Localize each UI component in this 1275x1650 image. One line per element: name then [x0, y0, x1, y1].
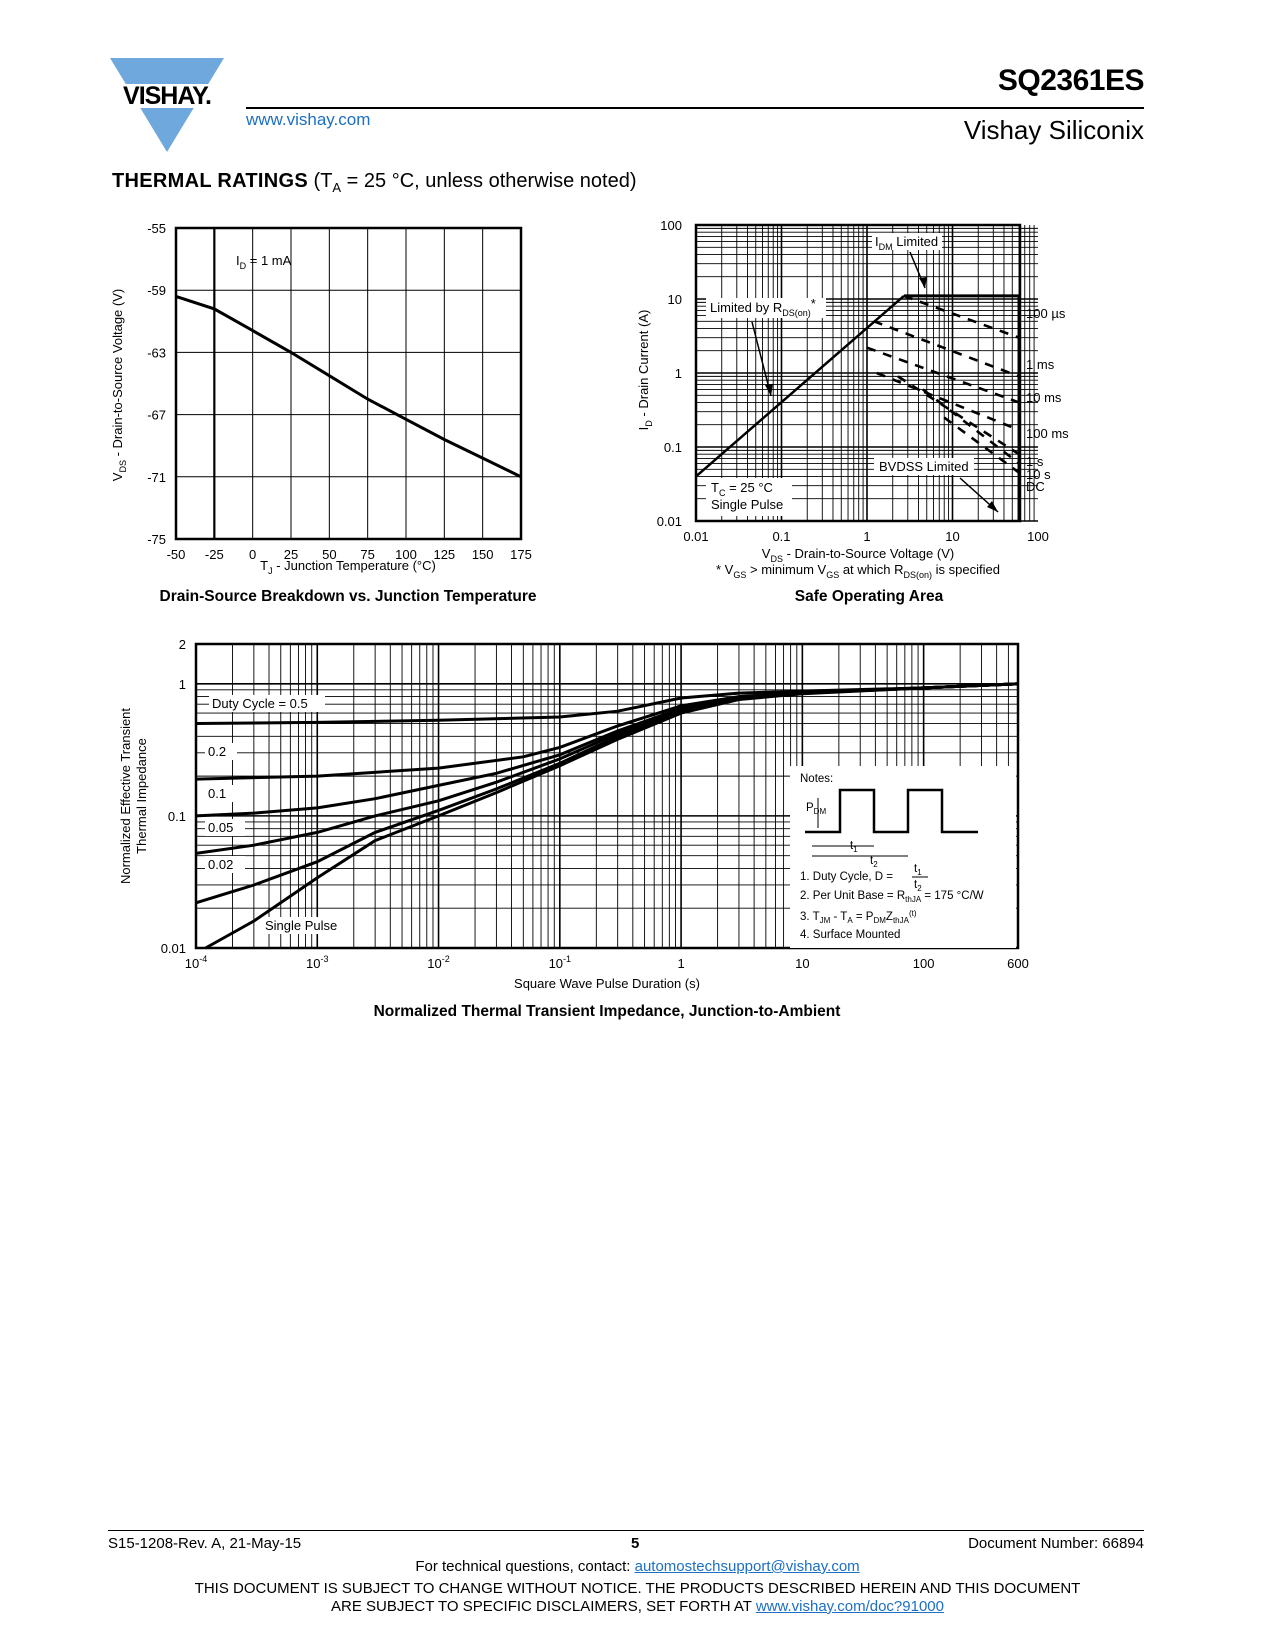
thermal-y-tick: 2	[178, 637, 186, 652]
idm-limited-label: $I_{DM}$ Limited	[875, 234, 939, 252]
breakdown-x-tick: 175	[510, 547, 532, 562]
thermal-x-tick: 10	[795, 956, 810, 971]
soa-y-label: $I_D$ - Drain Current (A)	[636, 309, 654, 431]
thermal-x-tick: 1	[677, 956, 685, 971]
notes-box	[790, 766, 1016, 948]
breakdown-chart	[100, 220, 570, 640]
note-4: 4. Surface Mounted	[800, 929, 901, 941]
series-label: 0.2	[208, 744, 227, 759]
thermal-x-tick: 100	[912, 956, 935, 971]
breakdown-y-tick: -75	[147, 532, 166, 547]
breakdown-x-tick: 125	[433, 547, 456, 562]
thermal-chart-caption: Normalized Thermal Transient Impedance, Junction-to-Ambient	[373, 1003, 841, 1020]
soa-dashed-limit	[898, 376, 1019, 454]
series-label: Duty Cycle = 0.5	[212, 696, 308, 711]
section-title-pre: (T	[307, 170, 333, 192]
pulse-label: 1 ms	[1026, 357, 1055, 372]
rds-arrowhead	[765, 384, 773, 396]
soa-x-label: $V_{DS}$ - Drain-to-Source Voltage (V)	[761, 546, 955, 564]
pulse-label: 10 s	[1026, 467, 1051, 482]
breakdown-x-tick: 25	[283, 547, 299, 562]
soa-dashed-limit	[867, 348, 1019, 403]
soa-y-tick: 100	[660, 218, 682, 233]
soa-chart	[636, 218, 1160, 640]
soa-x-tick: 1	[863, 529, 871, 544]
pulse-label: 100 ms	[1026, 426, 1069, 441]
vishay-logo	[108, 54, 226, 154]
breakdown-y-tick: -71	[147, 469, 166, 485]
note-1-denominator: $t_2$	[914, 879, 922, 893]
breakdown-x-label: $T_J$ - Junction Temperature (°C)	[260, 558, 436, 576]
website-link[interactable]: www.vishay.com	[246, 110, 371, 129]
soa-x-tick: 0.01	[683, 529, 709, 544]
notes-title: Notes:	[800, 773, 834, 785]
page-number: 5	[631, 1535, 640, 1552]
t2-label: $t_2$	[870, 855, 878, 869]
soa-dashed-limit	[923, 389, 1019, 463]
current-voltage-limit	[904, 296, 1019, 521]
soa-y-tick: 1	[674, 366, 682, 381]
bvdss-label: BVDSS Limited	[879, 459, 969, 474]
breakdown-annotation: $I_D = 1$ mA	[236, 253, 292, 271]
header-rule	[246, 107, 1144, 109]
thermal-y-tick: 1	[178, 676, 186, 692]
breakdown-y-tick: -67	[147, 407, 166, 423]
section-title-post: = 25 °C, unless otherwise noted)	[341, 170, 637, 192]
breakdown-x-tick: 50	[322, 547, 337, 562]
soa-chart-caption: Safe Operating Area	[794, 588, 944, 605]
soa-x-tick: 100	[1027, 529, 1049, 544]
part-number: SQ2361ES	[997, 64, 1144, 97]
breakdown-chart-caption: Drain-Source Breakdown vs. Junction Temperature	[159, 588, 537, 605]
thermal-x-tick: $10^{-4}$	[184, 954, 208, 971]
thermal-y-tick: 0.01	[160, 941, 186, 956]
note-1-numerator: $t_1$	[914, 863, 922, 877]
breakdown-x-tick: 0	[249, 547, 257, 562]
breakdown-x-tick: 100	[395, 547, 417, 562]
thermal-x-tick: 600	[1007, 956, 1029, 971]
disclaimer-line-2	[0, 1598, 1275, 1615]
breakdown-y-tick: -55	[147, 221, 166, 236]
pulse-label: 1 s	[1026, 454, 1044, 469]
contact-line	[0, 1558, 1275, 1575]
soa-y-tick: 10	[667, 292, 682, 307]
rds-limited-label: Limited by $R_{DS(on)}*$	[710, 296, 816, 318]
single-pulse-label: Single Pulse	[711, 497, 784, 512]
breakdown-y-label: $V_{DS}$ - Drain-to-Source Voltage (V)	[110, 288, 128, 482]
section-title-sub: A	[332, 180, 342, 195]
disclaimer-line-1: THIS DOCUMENT IS SUBJECT TO CHANGE WITHOUT NOTICE. THE PRODUCTS DESCRIBED HEREIN AND THIS DOCUMENT	[194, 1580, 1081, 1597]
breakdown-plot-frame	[176, 228, 521, 539]
t1-label: $t_1$	[850, 840, 858, 854]
company-name: Vishay Siliconix	[963, 115, 1144, 145]
section-title	[112, 170, 636, 195]
pdm-label: $P_{DM}$	[806, 802, 827, 816]
footer-rule	[108, 1530, 1144, 1531]
pulse-label: DC	[1026, 479, 1045, 494]
thermal-y-label-line2: Thermal Impedance	[134, 738, 149, 854]
thermal-x-tick: $10^{-2}$	[427, 954, 450, 971]
breakdown-curve	[176, 296, 521, 476]
breakdown-x-tick: 150	[471, 547, 494, 562]
thermal-x-label: Square Wave Pulse Duration (s)	[514, 976, 700, 991]
revision: S15-1208-Rev. A, 21-May-15	[108, 1535, 302, 1552]
series-label: 0.05	[208, 820, 234, 835]
soa-y-tick: 0.01	[656, 514, 682, 529]
rds-limit-line	[696, 296, 904, 477]
note-2: 2. Per Unit Base = $R_{thJA} = 175$ °C/W	[800, 890, 984, 904]
soa-dashed-limit	[874, 321, 1019, 376]
thermal-x-tick: $10^{-1}$	[548, 954, 572, 971]
breakdown-x-tick: 75	[360, 547, 375, 562]
logo-text: VISHAY.	[123, 82, 211, 110]
tc-label: $T_C = 25$ °C	[711, 480, 773, 498]
soa-x-tick: 10	[945, 529, 960, 544]
pulse-label: 10 ms	[1026, 390, 1062, 405]
soa-x-tick: 0.1	[772, 529, 791, 544]
breakdown-x-tick: -50	[166, 547, 186, 562]
thermal-x-tick: $10^{-3}$	[306, 954, 329, 971]
breakdown-x-tick: -25	[204, 547, 224, 562]
contact-prefix: For technical questions, contact:	[415, 1558, 635, 1575]
note-1: 1. Duty Cycle, D =	[800, 871, 893, 883]
breakdown-y-tick: -59	[147, 283, 166, 299]
section-title-bold: THERMAL RATINGS	[112, 170, 308, 192]
thermal-impedance-chart	[100, 630, 1100, 1030]
disclaimer-link[interactable]: www.vishay.com/doc?91000	[755, 1598, 944, 1615]
soa-footnote: * $V_{GS}$ > minimum $V_{GS}$ at which $R_{DS(on)}$ is specified	[716, 562, 1000, 580]
thermal-y-tick: 0.1	[167, 808, 186, 824]
series-label: 0.1	[208, 786, 227, 801]
pulse-label: 100 µs	[1026, 306, 1066, 321]
series-label: 0.02	[208, 857, 234, 872]
series-label: Single Pulse	[265, 918, 338, 933]
disclaimer-prefix: ARE SUBJECT TO SPECIFIC DISCLAIMERS, SET FORTH AT	[331, 1598, 756, 1615]
contact-email-link[interactable]: automostechsupport@vishay.com	[634, 1558, 860, 1575]
breakdown-y-tick: -63	[147, 345, 166, 361]
document-number: Document Number: 66894	[968, 1535, 1144, 1552]
idm-arrowhead	[919, 277, 927, 288]
thermal-y-label-line1: Normalized Effective Transient	[118, 707, 133, 885]
soa-y-tick: 0.1	[663, 440, 682, 455]
note-3: 3. $T_{JM} - T_A = P_{DM}Z_{thJA}^{(t)}$	[800, 909, 917, 925]
